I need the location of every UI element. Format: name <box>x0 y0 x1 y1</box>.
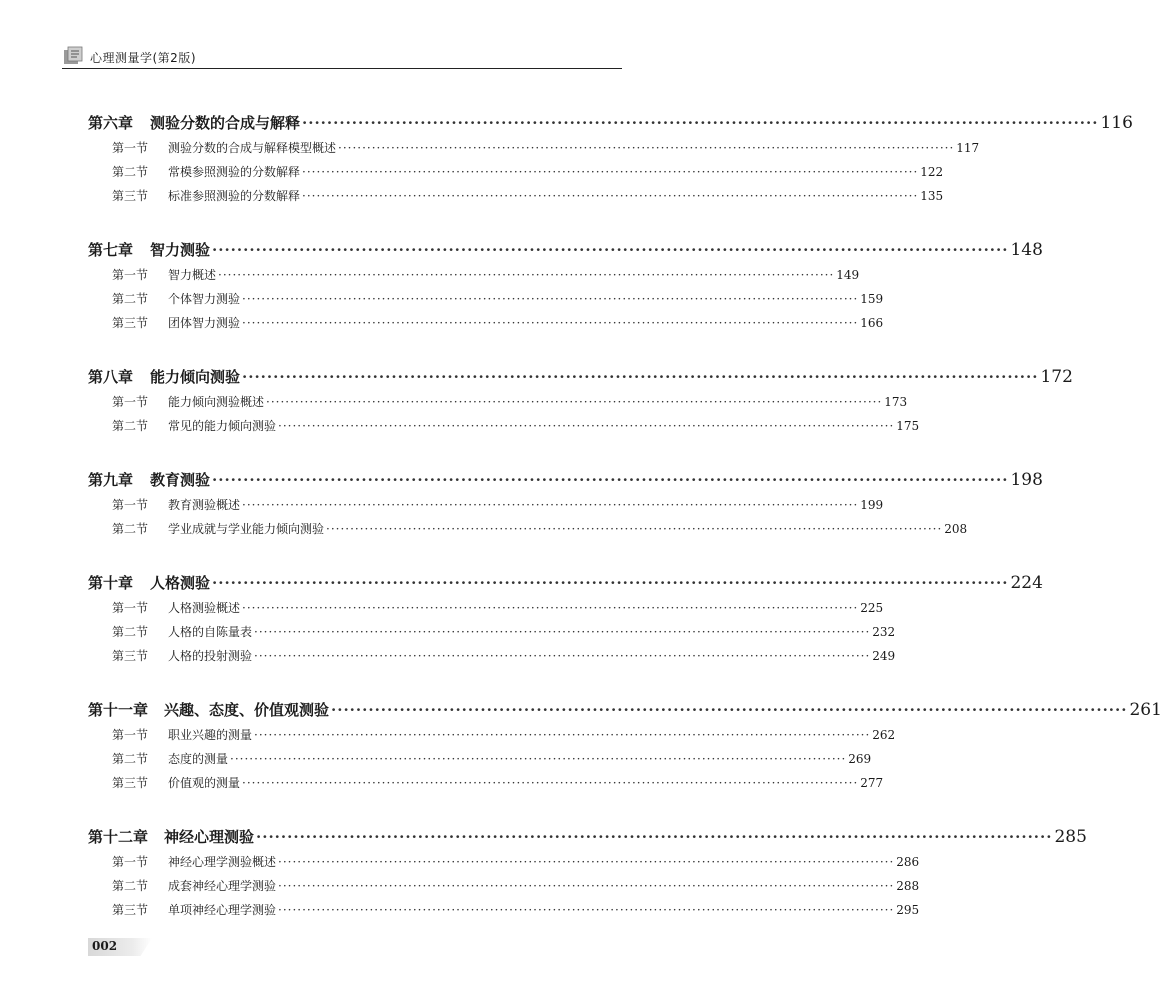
dot-leader: ································································································································ <box>278 419 895 433</box>
section-title: 人格测验概述 <box>168 601 241 615</box>
section-page-number: 199 <box>860 498 884 512</box>
chapter-title: 能力倾向测验 <box>150 368 241 386</box>
section-entry[interactable] <box>88 901 920 925</box>
table-of-contents <box>88 112 1162 953</box>
section-label: 第二节 <box>112 752 149 766</box>
section-page-number: 225 <box>860 601 884 615</box>
page-number: 002 <box>92 939 118 953</box>
chapter-page-number: 198 <box>1010 470 1043 490</box>
section-page-number: 262 <box>872 728 896 742</box>
chapter-entry[interactable] <box>88 572 1043 599</box>
section-entry[interactable] <box>88 774 884 798</box>
section-entry[interactable] <box>88 417 920 441</box>
dot-leader: ································································································································ <box>242 498 859 512</box>
section-label: 第三节 <box>112 189 149 203</box>
chapter-entry[interactable] <box>88 239 1043 266</box>
section-title: 价值观的测量 <box>168 776 241 790</box>
section-label: 第一节 <box>112 855 149 869</box>
chapter-title: 人格测验 <box>150 574 211 592</box>
chapter-title: 兴趣、态度、价值观测验 <box>164 701 330 719</box>
dot-leader: ································································································································ <box>212 471 1009 489</box>
section-entry[interactable] <box>88 647 896 671</box>
chapter-entry[interactable] <box>88 699 1162 726</box>
section-label: 第三节 <box>112 316 149 330</box>
section-label: 第二节 <box>112 165 149 179</box>
dot-leader: ································································································································ <box>302 114 1099 132</box>
dot-leader: ································································································································ <box>302 165 919 179</box>
section-title: 学业成就与学业能力倾向测验 <box>168 522 325 536</box>
section-label: 第二节 <box>112 879 149 893</box>
dot-leader: ································································································································ <box>242 316 859 330</box>
section-page-number: 232 <box>872 625 896 639</box>
section-page-number: 277 <box>860 776 884 790</box>
dot-leader: ································································································································ <box>331 701 1128 719</box>
section-label: 第一节 <box>112 728 149 742</box>
section-title: 态度的测量 <box>168 752 229 766</box>
dot-leader: ································································································································ <box>242 368 1039 386</box>
section-title: 神经心理学测验概述 <box>168 855 277 869</box>
section-title: 人格的自陈量表 <box>168 625 253 639</box>
dot-leader: ································································································································ <box>302 189 919 203</box>
dot-leader: ································································································································ <box>212 241 1009 259</box>
chapter-title: 智力测验 <box>150 241 211 259</box>
chapter-page-number: 116 <box>1100 113 1133 133</box>
section-page-number: 149 <box>836 268 860 282</box>
section-label: 第三节 <box>112 649 149 663</box>
book-title: 心理测量学(第2版) <box>90 51 196 65</box>
section-page-number: 288 <box>896 879 920 893</box>
book-logo-icon <box>62 46 86 68</box>
section-entry[interactable] <box>88 726 896 750</box>
dot-leader: ································································································································ <box>254 728 871 742</box>
running-header <box>62 46 622 70</box>
dot-leader: ································································································································ <box>242 776 859 790</box>
chapter-page-number: 285 <box>1054 827 1087 847</box>
section-title: 测验分数的合成与解释模型概述 <box>168 141 337 155</box>
section-page-number: 122 <box>920 165 944 179</box>
dot-leader: ································································································································ <box>338 141 955 155</box>
section-page-number: 175 <box>896 419 920 433</box>
section-label: 第三节 <box>112 776 149 790</box>
chapter-block <box>88 469 1043 544</box>
dot-leader: ································································································································ <box>278 855 895 869</box>
dot-leader: ································································································································ <box>266 395 883 409</box>
chapter-entry[interactable] <box>88 469 1043 496</box>
section-label: 第二节 <box>112 419 149 433</box>
chapter-page-number: 224 <box>1010 573 1043 593</box>
section-label: 第一节 <box>112 268 149 282</box>
chapter-label: 第七章 <box>88 241 134 259</box>
dot-leader: ································································································································ <box>242 601 859 615</box>
section-label: 第二节 <box>112 625 149 639</box>
section-label: 第二节 <box>112 522 149 536</box>
section-entry[interactable] <box>88 314 884 338</box>
section-page-number: 208 <box>944 522 968 536</box>
section-title: 能力倾向测验概述 <box>168 395 265 409</box>
section-title: 智力概述 <box>168 268 217 282</box>
dot-leader: ································································································································ <box>256 828 1053 846</box>
section-label: 第一节 <box>112 395 149 409</box>
section-entry[interactable] <box>88 877 920 901</box>
section-label: 第一节 <box>112 141 149 155</box>
section-label: 第一节 <box>112 498 149 512</box>
section-entry[interactable] <box>88 139 980 163</box>
section-title: 常模参照测验的分数解释 <box>168 165 301 179</box>
chapter-label: 第十一章 <box>88 701 149 719</box>
dot-leader: ································································································································ <box>230 752 847 766</box>
chapter-page-number: 261 <box>1129 700 1162 720</box>
section-page-number: 117 <box>956 141 980 155</box>
section-entry[interactable] <box>88 187 944 211</box>
dot-leader: ································································································································ <box>254 649 871 663</box>
dot-leader: ································································································································ <box>212 574 1009 592</box>
section-title: 标准参照测验的分数解释 <box>168 189 301 203</box>
section-page-number: 166 <box>860 316 884 330</box>
section-entry[interactable] <box>88 290 884 314</box>
chapter-entry[interactable] <box>88 366 1073 393</box>
section-title: 团体智力测验 <box>168 316 241 330</box>
section-entry[interactable] <box>88 266 860 290</box>
dot-leader: ································································································································ <box>254 625 871 639</box>
section-entry[interactable] <box>88 853 920 877</box>
chapter-label: 第六章 <box>88 114 134 132</box>
section-page-number: 173 <box>884 395 908 409</box>
chapter-label: 第八章 <box>88 368 134 386</box>
section-page-number: 249 <box>872 649 896 663</box>
chapter-title: 测验分数的合成与解释 <box>150 114 301 132</box>
chapter-block <box>88 572 1043 671</box>
section-title: 人格的投射测验 <box>168 649 253 663</box>
dot-leader: ································································································································ <box>242 292 859 306</box>
section-entry[interactable] <box>88 599 884 623</box>
chapter-page-number: 172 <box>1040 367 1073 387</box>
section-entry[interactable] <box>88 520 968 544</box>
chapter-entry[interactable] <box>88 826 1087 853</box>
chapter-entry[interactable] <box>88 112 1133 139</box>
section-title: 成套神经心理学测验 <box>168 879 277 893</box>
chapter-title: 神经心理测验 <box>164 828 255 846</box>
section-title: 职业兴趣的测量 <box>168 728 253 742</box>
chapter-page-number: 148 <box>1010 240 1043 260</box>
dot-leader: ································································································································ <box>278 879 895 893</box>
dot-leader: ································································································································ <box>326 522 943 536</box>
section-page-number: 295 <box>896 903 920 917</box>
section-label: 第三节 <box>112 903 149 917</box>
chapter-block <box>88 112 1133 211</box>
section-entry[interactable] <box>88 163 944 187</box>
header-rule <box>62 68 622 69</box>
chapter-title: 教育测验 <box>150 471 211 489</box>
section-entry[interactable] <box>88 623 896 647</box>
section-label: 第二节 <box>112 292 149 306</box>
chapter-block <box>88 239 1043 338</box>
dot-leader: ································································································································ <box>218 268 835 282</box>
section-title: 教育测验概述 <box>168 498 241 512</box>
section-label: 第一节 <box>112 601 149 615</box>
chapter-block <box>88 699 1162 798</box>
page-footer <box>88 938 152 956</box>
chapter-label: 第九章 <box>88 471 134 489</box>
section-entry[interactable] <box>88 750 872 774</box>
section-page-number: 135 <box>920 189 944 203</box>
section-page-number: 286 <box>896 855 920 869</box>
section-entry[interactable] <box>88 496 884 520</box>
dot-leader: ································································································································ <box>278 903 895 917</box>
chapter-label: 第十章 <box>88 574 134 592</box>
section-page-number: 269 <box>848 752 872 766</box>
section-title: 常见的能力倾向测验 <box>168 419 277 433</box>
chapter-block <box>88 366 1073 441</box>
chapter-label: 第十二章 <box>88 828 149 846</box>
section-entry[interactable] <box>88 393 908 417</box>
chapter-block <box>88 826 1087 925</box>
section-title: 单项神经心理学测验 <box>168 903 277 917</box>
section-page-number: 159 <box>860 292 884 306</box>
section-title: 个体智力测验 <box>168 292 241 306</box>
